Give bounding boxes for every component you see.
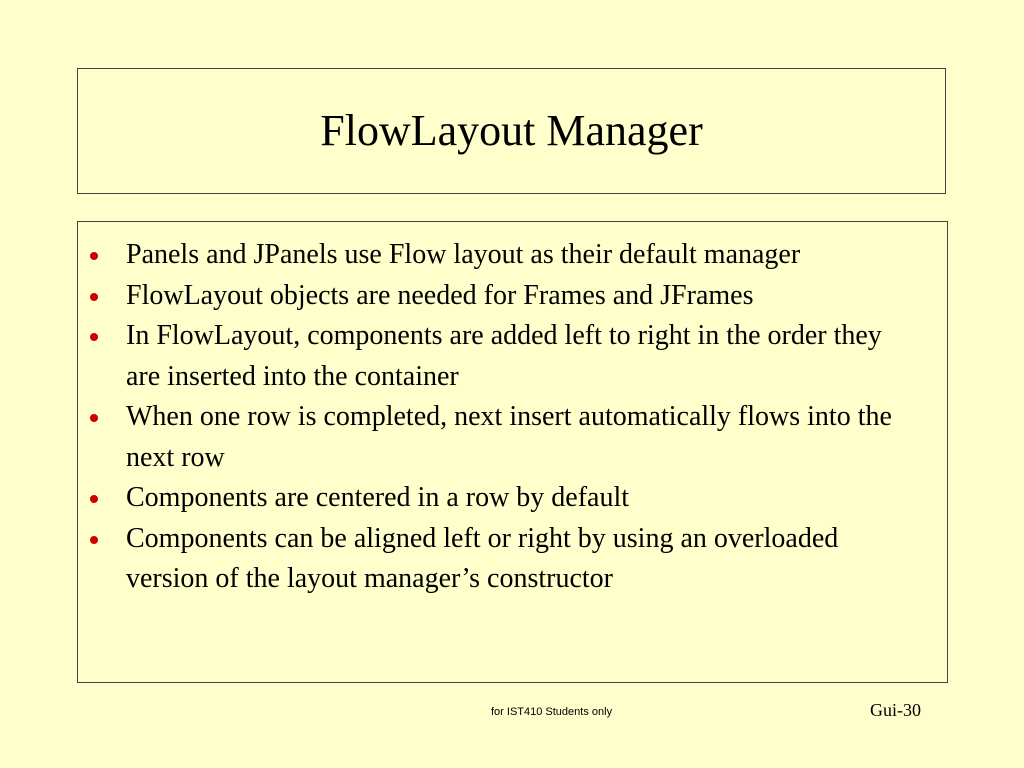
- bullet-icon: [90, 293, 98, 301]
- bullet-text: In FlowLayout, components are added left to right in the order they are inserted into the container: [126, 320, 882, 392]
- bullet-text: Components are centered in a row by default: [126, 482, 630, 513]
- bullet-item: [78, 519, 907, 600]
- bullet-item: [78, 276, 907, 317]
- bullet-icon: [90, 252, 98, 260]
- content-box: [77, 221, 948, 683]
- bullet-text: FlowLayout objects are needed for Frames and JFrames: [126, 279, 754, 311]
- bullet-text: Panels and JPanels use Flow layout as their default manager: [126, 239, 801, 270]
- bullet-item: [78, 478, 907, 519]
- bullet-icon: [90, 333, 98, 341]
- bullet-text: When one row is completed, next insert automatically flows into the next row: [126, 401, 892, 473]
- bullet-item: [78, 316, 907, 397]
- bullet-item: [78, 397, 907, 478]
- title-box: [77, 68, 946, 194]
- bullet-list: [78, 222, 947, 600]
- slide-number: Gui-30: [870, 700, 921, 720]
- bullet-icon: [90, 495, 98, 503]
- bullet-item: [78, 235, 907, 276]
- slide-title: FlowLayout Manager: [320, 106, 703, 155]
- bullet-icon: [90, 414, 98, 422]
- footer-note: for IST410 Students only: [491, 706, 613, 718]
- bullet-text: Components can be aligned left or right by using an overloaded version of the layout manager’s constructor: [126, 522, 839, 594]
- bullet-icon: [90, 536, 98, 544]
